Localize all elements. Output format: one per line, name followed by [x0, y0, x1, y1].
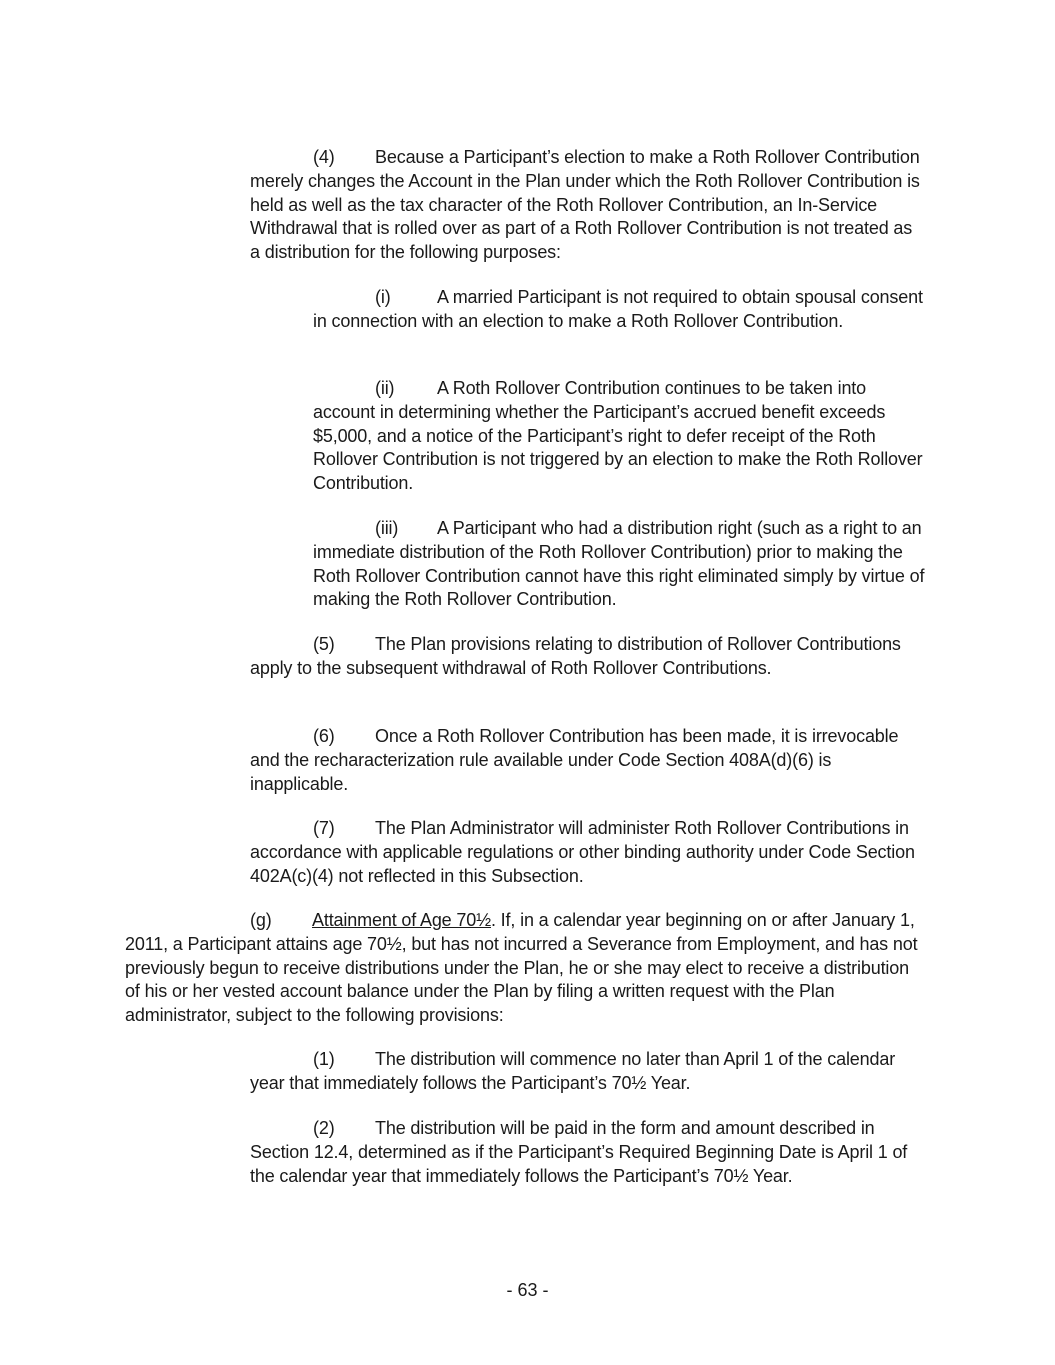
- paragraph-text: A Participant who had a distribution right (such as a right to an immediate distribution of the Roth Rollover Contribution) prior to making the Roth Rollover Contribution cannot have this right eliminated simply by virtue of making the Roth Rollover Contribution.: [313, 518, 925, 610]
- paragraph-number: (2): [313, 1118, 335, 1138]
- paragraph-4: [250, 146, 925, 265]
- paragraph-1: [250, 1048, 925, 1096]
- paragraph-iii: [313, 517, 925, 612]
- paragraph-number: (1): [313, 1049, 335, 1069]
- paragraph-text: . If, in a calendar year beginning on or after January 1, 2011, a Participant attains age 70½, but has not incurred a Severance from Employment, and has not previously begun to receive distributions under the Plan, he or she may elect to receive a distribution of his or her vested account balance under the Plan by filing a written request with the Plan administrator, subject to the following provisions:: [125, 910, 918, 1026]
- paragraph-text: A Roth Rollover Contribution continues to be taken into account in determining whether the Participant’s accrued benefit exceeds $5,000, and a notice of the Participant’s right to defer receipt of the Roth Rollover Contribution is not triggered by an election to make the Roth Rollover Contribution.: [313, 378, 923, 494]
- paragraph-number: (iii): [375, 518, 399, 538]
- paragraph-number: (7): [313, 818, 335, 838]
- paragraph-text: The Plan Administrator will administer Roth Rollover Contributions in accordance with applicable regulations or other binding authority under Code Section 402A(c)(4) not reflected in this Subsection.: [250, 818, 915, 886]
- paragraph-number: (i): [375, 287, 391, 307]
- paragraph-text: Once a Roth Rollover Contribution has been made, it is irrevocable and the recharacterization rule available under Code Section 408A(d)(6) is inapplicable.: [250, 726, 899, 794]
- paragraph-number: (5): [313, 634, 335, 654]
- section-heading: Attainment of Age 70½: [312, 910, 491, 930]
- paragraph-2: [250, 1117, 925, 1188]
- paragraph-5: [250, 633, 925, 681]
- paragraph-text: The distribution will commence no later than April 1 of the calendar year that immediately follows the Participant’s 70½ Year.: [250, 1049, 896, 1093]
- paragraph-number: (6): [313, 726, 335, 746]
- paragraph-i: [313, 286, 925, 334]
- page-number: - 63 -: [506, 1280, 549, 1300]
- paragraph-7: [250, 817, 925, 888]
- paragraph-g: [125, 909, 925, 1028]
- paragraph-6: [250, 725, 925, 796]
- paragraph-text: The Plan provisions relating to distribution of Rollover Contributions apply to the subsequent withdrawal of Roth Rollover Contributions.: [250, 634, 901, 678]
- paragraph-text: Because a Participant’s election to make a Roth Rollover Contribution merely changes the Account in the Plan under which the Roth Rollover Contribution is held as well as the tax character of the Roth Rollover Contribution, an In-Service Withdrawal that is rolled over as part of a Roth Rollover Contribution is not treated as a distribution for the following purposes:: [250, 147, 920, 263]
- paragraph-number: (g): [250, 910, 272, 930]
- paragraph-number: (ii): [375, 378, 395, 398]
- paragraph-text: The distribution will be paid in the form and amount described in Section 12.4, determined as if the Participant’s Required Beginning Date is April 1 of the calendar year that immediately follows the Participant’s 70½ Year.: [250, 1118, 908, 1186]
- paragraph-number: (4): [313, 147, 335, 167]
- paragraph-text: A married Participant is not required to obtain spousal consent in connection with an election to make a Roth Rollover Contribution.: [313, 287, 923, 331]
- paragraph-ii: [313, 377, 925, 496]
